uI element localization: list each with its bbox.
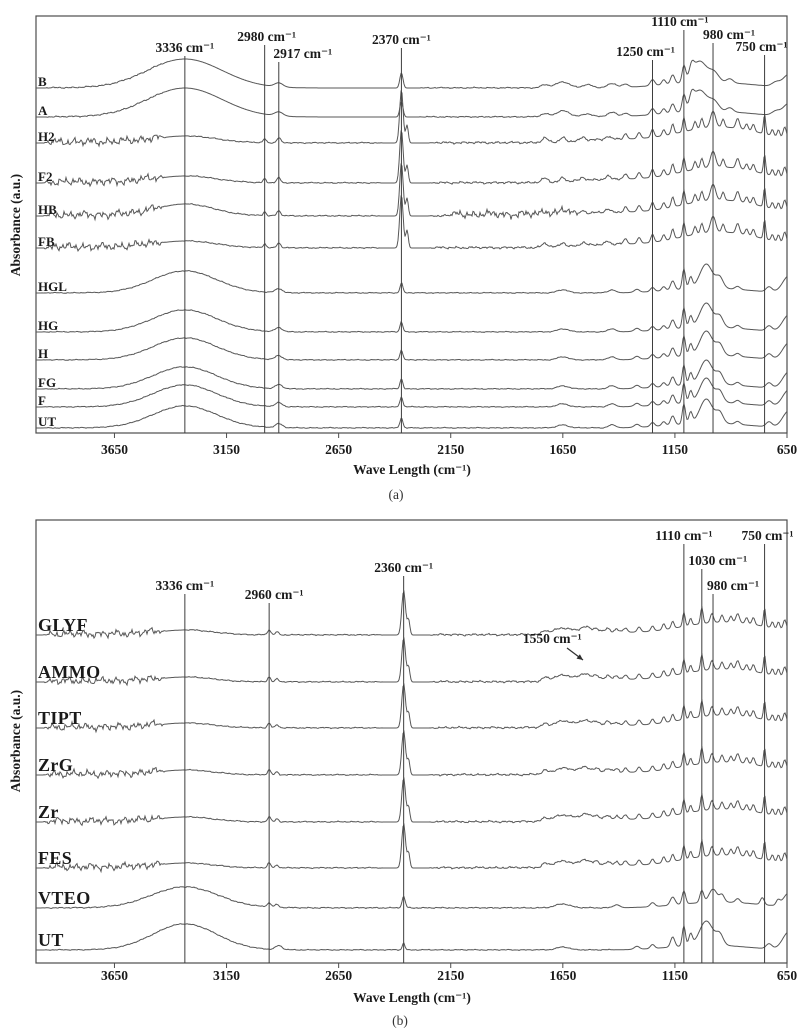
series-label-VTEO-b: VTEO [38,888,91,908]
panel-caption-b: (b) [392,1013,408,1028]
series-label-UT-b: UT [38,930,64,950]
spectrum-curve-H2-a [36,92,787,146]
series-label-F-a: F [38,393,46,408]
series-label-FG-a: FG [38,375,57,390]
annotation-arrowhead-1550 [577,654,584,660]
spectrum-curve-A-a [36,88,787,118]
spectrum-curve-FG-a [36,360,787,389]
tick-label-1650-a: 1650 [549,442,577,457]
series-label-Zr-b: Zr [38,802,59,822]
annotation-label-2370-a: 2370 cm⁻¹ [372,32,431,47]
annotation-label-1030-b: 1030 cm⁻¹ [688,553,748,568]
series-label-H-a: H [38,346,49,361]
tick-label-1150-a: 1150 [661,442,689,457]
annotation-label-1110-a: 1110 cm⁻¹ [651,14,709,29]
tick-label-1650-b: 1650 [549,968,577,983]
annotation-label-980-a: 980 cm⁻¹ [702,27,756,42]
spectrum-curve-FES-b [36,825,787,872]
annotation-label-1110-b: 1110 cm⁻¹ [655,528,713,543]
x-axis-label-b: Wave Length (cm⁻¹) [353,990,471,1005]
spectrum-curve-AMMO-b [36,639,787,685]
tick-label-2650-a: 2650 [325,442,353,457]
tick-label-1150-b: 1150 [661,968,689,983]
spectrum-curve-Zr-b [36,779,787,826]
spectrum-curve-VTEO-b [36,887,787,909]
spectrum-curve-ZrG-b [36,732,787,778]
series-label-H2-a: H2 [38,129,55,144]
tick-label-3150-b: 3150 [213,968,241,983]
panel-caption-a: (a) [388,487,404,502]
spectrum-curve-H-a [36,331,787,360]
annotation-label-2917-a: 2917 cm⁻¹ [273,46,333,61]
annotation-label-1550-b: 1550 cm⁻¹ [522,631,582,646]
tick-label-650-b: 650 [776,968,798,983]
spectrum-curve-TIPT-b [36,685,787,732]
x-axis-label-a: Wave Length (cm⁻¹) [353,462,471,477]
series-label-HB-a: HB [38,202,57,217]
annotation-label-750-a: 750 cm⁻¹ [735,39,788,54]
y-axis-label-b: Absorbance (a.u.) [8,689,23,793]
series-label-TIPT-b: TIPT [38,708,82,728]
tick-label-650-a: 650 [776,442,798,457]
y-axis-label-a: Absorbance (a.u.) [8,173,23,277]
spectrum-curve-HGL-a [36,264,787,293]
spectrum-curve-HG-a [36,303,787,333]
annotation-label-3336-a: 3336 cm⁻¹ [155,40,215,55]
spectrum-curve-UT-b [36,921,787,951]
spectrum-curve-GLYF-b [36,592,787,638]
series-label-B-a: B [38,74,47,89]
series-label-GLYF-b: GLYF [38,615,88,635]
annotation-label-750-b: 750 cm⁻¹ [741,528,794,543]
series-label-UT-a: UT [38,414,57,429]
annotation-label-2980-a: 2980 cm⁻¹ [237,29,297,44]
annotation-label-1250-a: 1250 cm⁻¹ [616,44,675,59]
series-label-F2-a: F2 [38,169,53,184]
spectrum-curve-UT-a [36,399,787,428]
annotation-label-2360-b: 2360 cm⁻¹ [374,560,434,575]
tick-label-2650-b: 2650 [325,968,353,983]
tick-label-2150-a: 2150 [437,442,465,457]
spectrum-curve-F-a [36,378,787,407]
annotation-label-2960-b: 2960 cm⁻¹ [244,587,304,602]
series-label-HG-a: HG [38,318,59,333]
tick-label-3150-a: 3150 [213,442,241,457]
spectrum-curve-B-a [36,59,787,89]
spectrum-curve-FB-a [36,197,787,251]
annotation-label-3336-b: 3336 cm⁻¹ [155,578,215,593]
series-label-ZrG-b: ZrG [38,755,74,775]
series-label-A-a: A [38,103,48,118]
tick-label-3650-a: 3650 [100,442,128,457]
series-label-FES-b: FES [38,848,73,868]
tick-label-3650-b: 3650 [100,968,128,983]
series-label-FB-a: FB [38,234,55,249]
annotation-label-980-b: 980 cm⁻¹ [706,578,760,593]
spectrum-curve-HB-a [36,165,787,220]
series-label-HGL-a: HGL [38,279,67,294]
series-label-AMMO-b: AMMO [38,662,101,682]
tick-label-2150-b: 2150 [437,968,465,983]
